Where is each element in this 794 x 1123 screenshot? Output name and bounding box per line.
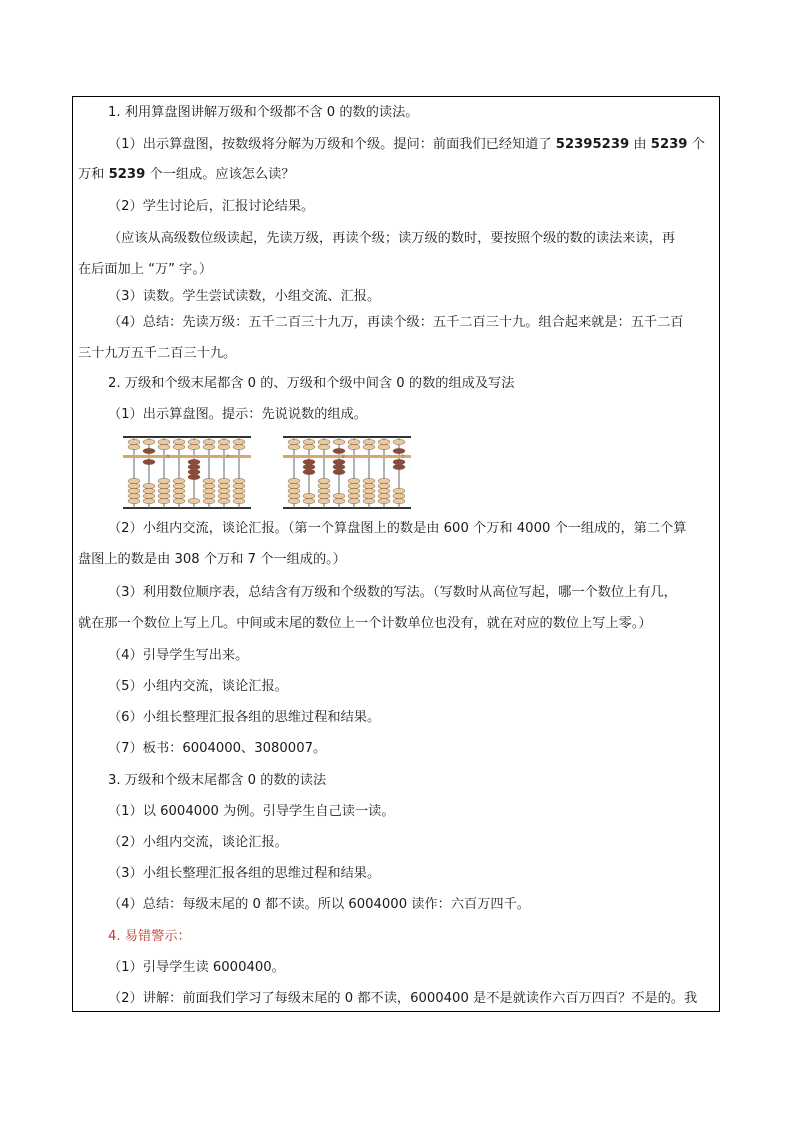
paragraph: （4）引导学生写出来。: [108, 648, 249, 663]
abacus-upper-bead: [143, 439, 155, 444]
abacus-lower-bead: [318, 488, 330, 493]
abacus-upper-bead: [218, 444, 230, 449]
abacus-lower-bead: [203, 493, 215, 498]
abacus-lower-bead: [158, 483, 170, 488]
section-1-heading: 1. 利用算盘图讲解万级和个级都不含 0 的数的读法。: [108, 105, 419, 120]
abacus-upper-bead: [288, 444, 300, 449]
abacus-lower-bead: [393, 493, 405, 498]
abacus-lower-bead: [363, 478, 375, 483]
abacus-lower-bead: [158, 478, 170, 483]
paragraph: 就在那一个数位上写上几。中间或末尾的数位上一个计数单位也没有，就在对应的数位上写上零。）: [78, 616, 652, 631]
abacus-beam: [283, 455, 411, 458]
abacus-lower-bead: [393, 498, 405, 503]
paragraph: （1）出示算盘图。提示：先说说数的组成。: [108, 407, 367, 422]
abacus-upper-bead: [318, 439, 330, 444]
paragraph: （4）总结：每级末尾的 0 都不读。所以 6004000 读作：六百万四千。: [108, 897, 530, 912]
abacus-lower-bead: [218, 478, 230, 483]
abacus-lower-bead: [333, 498, 345, 503]
abacus-lower-bead: [143, 493, 155, 498]
abacus-lower-bead: [378, 498, 390, 503]
paragraph: 在后面加上 “万” 字。）: [78, 262, 213, 277]
abacus-lower-bead: [233, 488, 245, 493]
abacus-upper-bead: [218, 439, 230, 444]
abacus-lower-bead: [318, 478, 330, 483]
abacus-upper-bead: [378, 439, 390, 444]
text-run: （1）出示算盘图，按数级将分解为万级和个级。提问：前面我们已经知道了: [108, 137, 556, 152]
text-run: 由: [629, 137, 651, 152]
abacus-lower-bead: [218, 483, 230, 488]
number-bold: 5239: [650, 137, 688, 152]
abacus-upper-bead: [333, 439, 345, 444]
paragraph: （1）引导学生读 6000400。: [108, 960, 285, 975]
paragraph: 三十九万五千二百三十九。: [78, 346, 237, 361]
abacus-lower-bead: [218, 493, 230, 498]
abacus-lower-bead: [203, 478, 215, 483]
abacus-lower-bead: [348, 488, 360, 493]
abacus-lower-bead: [203, 498, 215, 503]
abacus-upper-bead: [128, 439, 140, 444]
abacus-diagram-1: [123, 435, 251, 511]
abacus-upper-bead: [288, 439, 300, 444]
abacus-upper-bead: [233, 439, 245, 444]
paragraph: （7）板书：6004000、3080007。: [108, 741, 327, 756]
abacus-lower-bead: [173, 483, 185, 488]
abacus-lower-bead: [378, 493, 390, 498]
number-bold: 5239: [108, 167, 146, 182]
text-run: 万和: [78, 167, 109, 182]
abacus-upper-bead: [173, 439, 185, 444]
abacus-lower-bead: [348, 493, 360, 498]
paragraph: （2）讲解：前面我们学习了每级末尾的 0 都不读，6000400 是不是就读作六百万四百？不是的。我: [108, 991, 698, 1006]
abacus-lower-bead: [348, 498, 360, 503]
section-2-heading: 2. 万级和个级末尾都含 0 的、万级和个级中间含 0 的数的组成及写法: [108, 376, 515, 391]
abacus-lower-bead: [348, 483, 360, 488]
section-4-heading: 4. 易错警示：: [108, 929, 191, 944]
abacus-upper-bead: [188, 439, 200, 444]
abacus-lower-bead: [363, 483, 375, 488]
abacus-upper-bead: [203, 439, 215, 444]
paragraph: （5）小组内交流，谈论汇报。: [108, 679, 288, 694]
abacus-lower-bead: [303, 498, 315, 503]
abacus-upper-bead: [158, 439, 170, 444]
abacus-lower-bead: [378, 488, 390, 493]
abacus-lower-bead: [233, 493, 245, 498]
abacus-upper-bead: [393, 439, 405, 444]
abacus-lower-bead: [288, 493, 300, 498]
abacus-upper-bead: [318, 444, 330, 449]
abacus-figures: [123, 435, 423, 513]
abacus-lower-bead: [303, 493, 315, 498]
abacus-lower-bead: [303, 464, 315, 469]
paragraph: [108, 136, 705, 154]
paragraph: [78, 166, 295, 184]
abacus-lower-bead: [128, 488, 140, 493]
abacus-lower-bead: [188, 459, 200, 464]
paragraph: （2）小组内交流，谈论汇报。（第一个算盘图上的数是由 600 个万和 4000 个一组成的，第二个算: [108, 521, 687, 536]
abacus-lower-bead: [288, 478, 300, 483]
abacus-lower-bead: [188, 469, 200, 474]
abacus-lower-bead: [203, 488, 215, 493]
abacus-lower-bead: [333, 469, 345, 474]
paragraph: （3）小组长整理汇报各组的思维过程和结果。: [108, 866, 381, 881]
section-3-heading: 3. 万级和个级末尾都含 0 的数的读法: [108, 773, 327, 788]
abacus-place-label: 万: [341, 453, 345, 459]
text-run: 个: [687, 137, 705, 152]
abacus-upper-bead: [363, 444, 375, 449]
abacus-place-label: 个: [226, 453, 230, 459]
abacus-lower-bead: [233, 498, 245, 503]
abacus-lower-bead: [303, 469, 315, 474]
abacus-upper-bead: [303, 444, 315, 449]
abacus-lower-bead: [363, 498, 375, 503]
abacus-lower-bead: [393, 464, 405, 469]
abacus-upper-bead: [203, 444, 215, 449]
paragraph: （应该从高级数位级读起，先读万级，再读个级；读万级的数时，要按照个级的数的读法来读，再: [108, 231, 676, 246]
number-bold: 52395239: [555, 137, 630, 152]
abacus-lower-bead: [333, 493, 345, 498]
abacus-upper-bead: [188, 444, 200, 449]
abacus-lower-bead: [333, 464, 345, 469]
abacus-lower-bead: [143, 498, 155, 503]
paragraph: （4）总结：先读万级：五千二百三十九万，再读个级：五千二百三十九。组合起来就是：五千二百: [108, 315, 684, 330]
abacus-upper-bead: [158, 444, 170, 449]
abacus-lower-bead: [288, 498, 300, 503]
abacus-lower-bead: [318, 493, 330, 498]
abacus-lower-bead: [363, 488, 375, 493]
paragraph: （3）利用数位顺序表，总结含有万级和个级数的写法。（写数时从高位写起，哪一个数位上有几，: [108, 585, 677, 600]
abacus-lower-bead: [173, 478, 185, 483]
abacus-lower-bead: [393, 488, 405, 493]
paragraph: （2）小组内交流，谈论汇报。: [108, 835, 288, 850]
abacus-lower-bead: [173, 493, 185, 498]
abacus-lower-bead: [173, 498, 185, 503]
abacus-lower-bead: [143, 488, 155, 493]
abacus-lower-bead: [393, 459, 405, 464]
abacus-place-label: 个: [401, 453, 405, 459]
abacus-lower-bead: [158, 498, 170, 503]
abacus-lower-bead: [303, 459, 315, 464]
abacus-lower-bead: [188, 474, 200, 479]
text-run: 个一组成。应该怎么读？: [145, 167, 295, 182]
abacus-lower-bead: [218, 498, 230, 503]
abacus-lower-bead: [128, 498, 140, 503]
abacus-lower-bead: [143, 483, 155, 488]
paragraph: （2）学生讨论后，汇报讨论结果。: [108, 199, 315, 214]
abacus-lower-bead: [233, 478, 245, 483]
abacus-lower-bead: [128, 478, 140, 483]
abacus-lower-bead: [348, 478, 360, 483]
abacus-lower-bead: [203, 483, 215, 488]
abacus-lower-bead: [333, 459, 345, 464]
abacus-place-label: 万: [166, 453, 170, 459]
abacus-upper-bead: [348, 439, 360, 444]
abacus-lower-bead: [128, 493, 140, 498]
abacus-lower-bead: [158, 488, 170, 493]
abacus-lower-bead: [218, 488, 230, 493]
abacus-diagram-2: [283, 435, 411, 511]
abacus-lower-bead: [143, 459, 155, 464]
paragraph: （3）读数。学生尝试读数，小组交流、汇报。: [108, 289, 381, 304]
abacus-upper-bead: [128, 444, 140, 449]
abacus-lower-bead: [233, 483, 245, 488]
abacus-upper-bead: [173, 444, 185, 449]
paragraph: （6）小组长整理汇报各组的思维过程和结果。: [108, 710, 381, 725]
abacus-lower-bead: [378, 483, 390, 488]
abacus-upper-bead: [143, 448, 155, 453]
abacus-upper-bead: [233, 444, 245, 449]
abacus-lower-bead: [128, 483, 140, 488]
abacus-lower-bead: [318, 483, 330, 488]
abacus-lower-bead: [188, 464, 200, 469]
abacus-lower-bead: [288, 483, 300, 488]
abacus-upper-bead: [378, 444, 390, 449]
abacus-lower-bead: [318, 498, 330, 503]
abacus-lower-bead: [173, 488, 185, 493]
abacus-lower-bead: [378, 478, 390, 483]
abacus-upper-bead: [363, 439, 375, 444]
abacus-lower-bead: [288, 488, 300, 493]
abacus-beam: [123, 455, 251, 458]
paragraph: （1）以 6004000 为例。引导学生自己读一读。: [108, 804, 395, 819]
abacus-lower-bead: [363, 493, 375, 498]
abacus-upper-bead: [348, 444, 360, 449]
paragraph: 盘图上的数是由 308 个万和 7 个一组成的。）: [78, 552, 346, 567]
abacus-upper-bead: [303, 439, 315, 444]
abacus-lower-bead: [158, 493, 170, 498]
abacus-lower-bead: [188, 498, 200, 503]
